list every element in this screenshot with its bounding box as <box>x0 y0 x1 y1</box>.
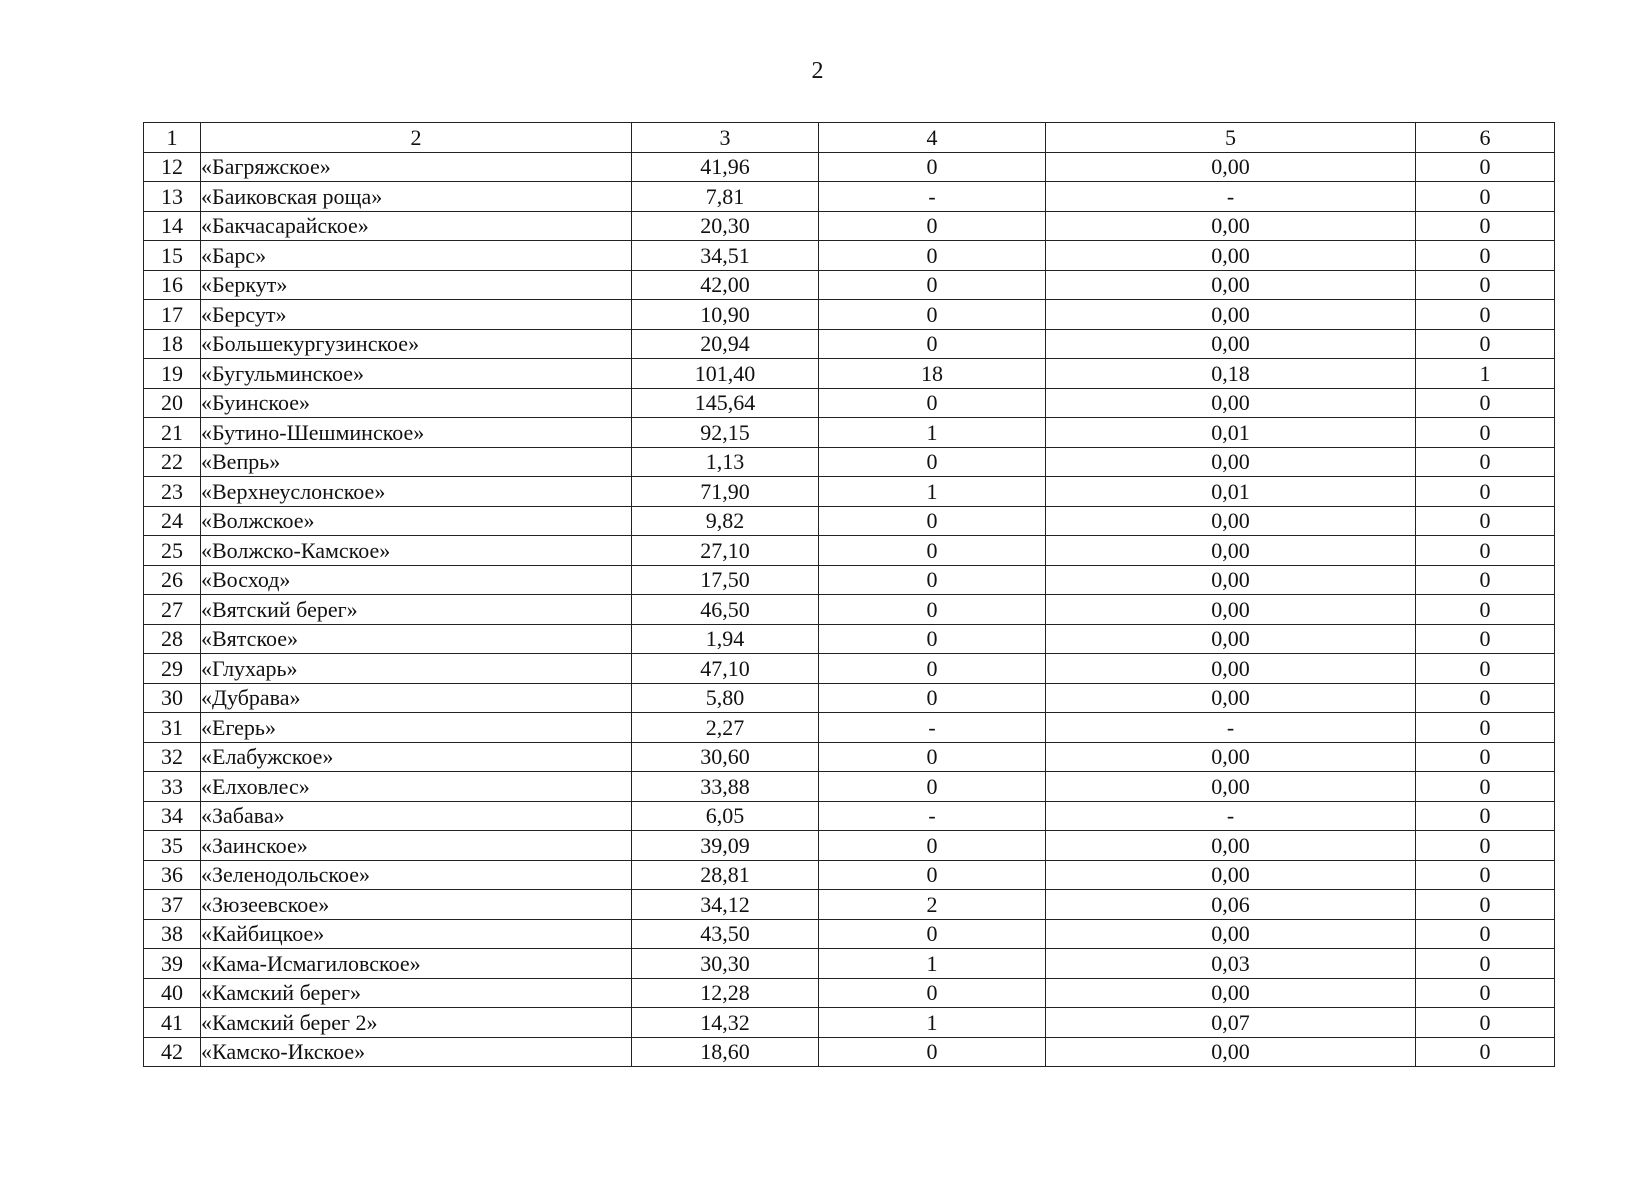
quota-value: 0 <box>1416 1008 1555 1038</box>
row-number: 40 <box>144 978 201 1008</box>
table-row <box>144 919 1555 949</box>
count-value: 0 <box>819 211 1046 241</box>
area-value: 1,13 <box>632 447 819 477</box>
count-value: 0 <box>819 831 1046 861</box>
quota-value: 0 <box>1416 329 1555 359</box>
density-value: - <box>1046 801 1416 831</box>
density-value: - <box>1046 182 1416 212</box>
area-value: 46,50 <box>632 595 819 625</box>
quota-value: 1 <box>1416 359 1555 389</box>
count-value: 1 <box>819 418 1046 448</box>
quota-value: 0 <box>1416 1037 1555 1067</box>
table-row <box>144 772 1555 802</box>
area-value: 9,82 <box>632 506 819 536</box>
quota-value: 0 <box>1416 860 1555 890</box>
density-value: 0,00 <box>1046 152 1416 182</box>
row-number: 22 <box>144 447 201 477</box>
data-table <box>143 122 1555 1067</box>
quota-value: 0 <box>1416 801 1555 831</box>
area-value: 20,30 <box>632 211 819 241</box>
density-value: 0,00 <box>1046 300 1416 330</box>
quota-value: 0 <box>1416 949 1555 979</box>
table-row <box>144 860 1555 890</box>
row-number: 26 <box>144 565 201 595</box>
count-value: 0 <box>819 506 1046 536</box>
area-value: 30,60 <box>632 742 819 772</box>
quota-value: 0 <box>1416 683 1555 713</box>
table-row <box>144 152 1555 182</box>
hunting-ground-name: «Беркут» <box>201 270 632 300</box>
density-value: 0,00 <box>1046 978 1416 1008</box>
table-header-row <box>144 123 1555 153</box>
hunting-ground-name: «Бугульминское» <box>201 359 632 389</box>
density-value: 0,00 <box>1046 270 1416 300</box>
count-value: 0 <box>819 978 1046 1008</box>
table-row <box>144 595 1555 625</box>
table-row <box>144 713 1555 743</box>
area-value: 30,30 <box>632 949 819 979</box>
density-value: 0,00 <box>1046 388 1416 418</box>
table-row <box>144 890 1555 920</box>
count-value: 0 <box>819 447 1046 477</box>
count-value: 0 <box>819 742 1046 772</box>
row-number: 15 <box>144 241 201 271</box>
hunting-ground-name: «Забава» <box>201 801 632 831</box>
count-value: 0 <box>819 595 1046 625</box>
row-number: 17 <box>144 300 201 330</box>
row-number: 41 <box>144 1008 201 1038</box>
quota-value: 0 <box>1416 270 1555 300</box>
table-body <box>144 123 1555 1067</box>
row-number: 16 <box>144 270 201 300</box>
area-value: 28,81 <box>632 860 819 890</box>
table-row <box>144 565 1555 595</box>
hunting-ground-name: «Кама-Исмагиловское» <box>201 949 632 979</box>
row-number: 34 <box>144 801 201 831</box>
area-value: 7,81 <box>632 182 819 212</box>
density-value: 0,00 <box>1046 565 1416 595</box>
table-row <box>144 447 1555 477</box>
quota-value: 0 <box>1416 978 1555 1008</box>
density-value: 0,00 <box>1046 654 1416 684</box>
density-value: 0,00 <box>1046 683 1416 713</box>
quota-value: 0 <box>1416 418 1555 448</box>
area-value: 10,90 <box>632 300 819 330</box>
row-number: 21 <box>144 418 201 448</box>
count-value: 0 <box>819 624 1046 654</box>
area-value: 17,50 <box>632 565 819 595</box>
hunting-ground-name: «Егерь» <box>201 713 632 743</box>
area-value: 34,12 <box>632 890 819 920</box>
area-value: 14,32 <box>632 1008 819 1038</box>
density-value: 0,07 <box>1046 1008 1416 1038</box>
hunting-ground-name: «Буинское» <box>201 388 632 418</box>
row-number: 33 <box>144 772 201 802</box>
quota-value: 0 <box>1416 772 1555 802</box>
count-value: 0 <box>819 565 1046 595</box>
count-value: - <box>819 801 1046 831</box>
count-value: 0 <box>819 152 1046 182</box>
hunting-ground-name: «Зюзеевское» <box>201 890 632 920</box>
row-number: 13 <box>144 182 201 212</box>
area-value: 33,88 <box>632 772 819 802</box>
density-value: 0,01 <box>1046 477 1416 507</box>
table-row <box>144 418 1555 448</box>
count-value: 0 <box>819 270 1046 300</box>
area-value: 18,60 <box>632 1037 819 1067</box>
header-col-5: 5 <box>1046 123 1416 153</box>
area-value: 47,10 <box>632 654 819 684</box>
area-value: 101,40 <box>632 359 819 389</box>
row-number: 30 <box>144 683 201 713</box>
count-value: 0 <box>819 536 1046 566</box>
hunting-ground-name: «Берсут» <box>201 300 632 330</box>
density-value: 0,00 <box>1046 1037 1416 1067</box>
density-value: 0,00 <box>1046 536 1416 566</box>
table-row <box>144 801 1555 831</box>
count-value: - <box>819 713 1046 743</box>
count-value: 0 <box>819 300 1046 330</box>
quota-value: 0 <box>1416 241 1555 271</box>
density-value: 0,00 <box>1046 447 1416 477</box>
table-row <box>144 683 1555 713</box>
quota-value: 0 <box>1416 211 1555 241</box>
count-value: - <box>819 182 1046 212</box>
quota-value: 0 <box>1416 565 1555 595</box>
quota-value: 0 <box>1416 536 1555 566</box>
quota-value: 0 <box>1416 742 1555 772</box>
density-value: 0,00 <box>1046 772 1416 802</box>
area-value: 1,94 <box>632 624 819 654</box>
hunting-ground-name: «Заинское» <box>201 831 632 861</box>
table-row <box>144 270 1555 300</box>
hunting-ground-name: «Барс» <box>201 241 632 271</box>
table-row <box>144 1008 1555 1038</box>
area-value: 6,05 <box>632 801 819 831</box>
table-row <box>144 300 1555 330</box>
header-col-2: 2 <box>201 123 632 153</box>
table-row <box>144 742 1555 772</box>
quota-value: 0 <box>1416 447 1555 477</box>
count-value: 0 <box>819 683 1046 713</box>
hunting-ground-name: «Верхнеуслонское» <box>201 477 632 507</box>
table-row <box>144 831 1555 861</box>
hunting-ground-name: «Баиковская роща» <box>201 182 632 212</box>
count-value: 1 <box>819 477 1046 507</box>
density-value: 0,00 <box>1046 211 1416 241</box>
quota-value: 0 <box>1416 300 1555 330</box>
density-value: 0,01 <box>1046 418 1416 448</box>
row-number: 35 <box>144 831 201 861</box>
table-row <box>144 654 1555 684</box>
density-value: 0,00 <box>1046 595 1416 625</box>
row-number: 28 <box>144 624 201 654</box>
quota-value: 0 <box>1416 919 1555 949</box>
quota-value: 0 <box>1416 182 1555 212</box>
header-col-4: 4 <box>819 123 1046 153</box>
hunting-ground-name: «Восход» <box>201 565 632 595</box>
row-number: 38 <box>144 919 201 949</box>
count-value: 0 <box>819 772 1046 802</box>
quota-value: 0 <box>1416 624 1555 654</box>
page-number: 2 <box>811 58 824 84</box>
row-number: 36 <box>144 860 201 890</box>
row-number: 24 <box>144 506 201 536</box>
area-value: 39,09 <box>632 831 819 861</box>
row-number: 39 <box>144 949 201 979</box>
hunting-ground-name: «Багряжское» <box>201 152 632 182</box>
table-row <box>144 536 1555 566</box>
row-number: 37 <box>144 890 201 920</box>
count-value: 2 <box>819 890 1046 920</box>
density-value: 0,00 <box>1046 624 1416 654</box>
hunting-ground-name: «Вепрь» <box>201 447 632 477</box>
row-number: 27 <box>144 595 201 625</box>
quota-value: 0 <box>1416 831 1555 861</box>
header-col-1: 1 <box>144 123 201 153</box>
count-value: 0 <box>819 654 1046 684</box>
table-row <box>144 949 1555 979</box>
hunting-ground-name: «Камский берег 2» <box>201 1008 632 1038</box>
hunting-ground-name: «Вятский берег» <box>201 595 632 625</box>
density-value: 0,00 <box>1046 831 1416 861</box>
table-row <box>144 182 1555 212</box>
row-number: 29 <box>144 654 201 684</box>
table-row <box>144 388 1555 418</box>
table-row <box>144 211 1555 241</box>
area-value: 2,27 <box>632 713 819 743</box>
hunting-ground-name: «Зеленодольское» <box>201 860 632 890</box>
count-value: 0 <box>819 860 1046 890</box>
density-value: 0,00 <box>1046 919 1416 949</box>
hunting-ground-name: «Большекургузинское» <box>201 329 632 359</box>
hunting-ground-name: «Кайбицкое» <box>201 919 632 949</box>
hunting-ground-name: «Вятское» <box>201 624 632 654</box>
row-number: 12 <box>144 152 201 182</box>
density-value: 0,00 <box>1046 329 1416 359</box>
area-value: 42,00 <box>632 270 819 300</box>
area-value: 92,15 <box>632 418 819 448</box>
count-value: 1 <box>819 949 1046 979</box>
density-value: 0,00 <box>1046 241 1416 271</box>
density-value: 0,03 <box>1046 949 1416 979</box>
table-row <box>144 329 1555 359</box>
density-value: 0,00 <box>1046 860 1416 890</box>
count-value: 0 <box>819 241 1046 271</box>
row-number: 32 <box>144 742 201 772</box>
quota-value: 0 <box>1416 595 1555 625</box>
row-number: 42 <box>144 1037 201 1067</box>
count-value: 0 <box>819 329 1046 359</box>
row-number: 31 <box>144 713 201 743</box>
count-value: 0 <box>819 919 1046 949</box>
hunting-ground-name: «Дубрава» <box>201 683 632 713</box>
table-row <box>144 506 1555 536</box>
table-row <box>144 241 1555 271</box>
table-row <box>144 624 1555 654</box>
row-number: 23 <box>144 477 201 507</box>
count-value: 0 <box>819 1037 1046 1067</box>
count-value: 0 <box>819 388 1046 418</box>
area-value: 43,50 <box>632 919 819 949</box>
area-value: 41,96 <box>632 152 819 182</box>
quota-value: 0 <box>1416 152 1555 182</box>
area-value: 145,64 <box>632 388 819 418</box>
table-row <box>144 477 1555 507</box>
hunting-ground-name: «Елабужское» <box>201 742 632 772</box>
hunting-ground-name: «Волжско-Камское» <box>201 536 632 566</box>
table-row <box>144 1037 1555 1067</box>
quota-value: 0 <box>1416 713 1555 743</box>
count-value: 1 <box>819 1008 1046 1038</box>
density-value: 0,18 <box>1046 359 1416 389</box>
table-row <box>144 359 1555 389</box>
row-number: 20 <box>144 388 201 418</box>
hunting-ground-name: «Бутино-Шешминское» <box>201 418 632 448</box>
row-number: 14 <box>144 211 201 241</box>
header-col-3: 3 <box>632 123 819 153</box>
quota-value: 0 <box>1416 388 1555 418</box>
hunting-ground-name: «Камско-Икское» <box>201 1037 632 1067</box>
area-value: 27,10 <box>632 536 819 566</box>
hunting-ground-name: «Глухарь» <box>201 654 632 684</box>
hunting-ground-name: «Елховлес» <box>201 772 632 802</box>
hunting-ground-name: «Волжское» <box>201 506 632 536</box>
area-value: 71,90 <box>632 477 819 507</box>
area-value: 5,80 <box>632 683 819 713</box>
hunting-ground-name: «Бакчасарайское» <box>201 211 632 241</box>
quota-value: 0 <box>1416 890 1555 920</box>
hunting-ground-name: «Камский берег» <box>201 978 632 1008</box>
area-value: 20,94 <box>632 329 819 359</box>
quota-value: 0 <box>1416 506 1555 536</box>
area-value: 34,51 <box>632 241 819 271</box>
quota-value: 0 <box>1416 654 1555 684</box>
density-value: 0,06 <box>1046 890 1416 920</box>
count-value: 18 <box>819 359 1046 389</box>
quota-value: 0 <box>1416 477 1555 507</box>
row-number: 19 <box>144 359 201 389</box>
density-value: - <box>1046 713 1416 743</box>
density-value: 0,00 <box>1046 506 1416 536</box>
row-number: 18 <box>144 329 201 359</box>
area-value: 12,28 <box>632 978 819 1008</box>
header-col-6: 6 <box>1416 123 1555 153</box>
density-value: 0,00 <box>1046 742 1416 772</box>
table-row <box>144 978 1555 1008</box>
row-number: 25 <box>144 536 201 566</box>
